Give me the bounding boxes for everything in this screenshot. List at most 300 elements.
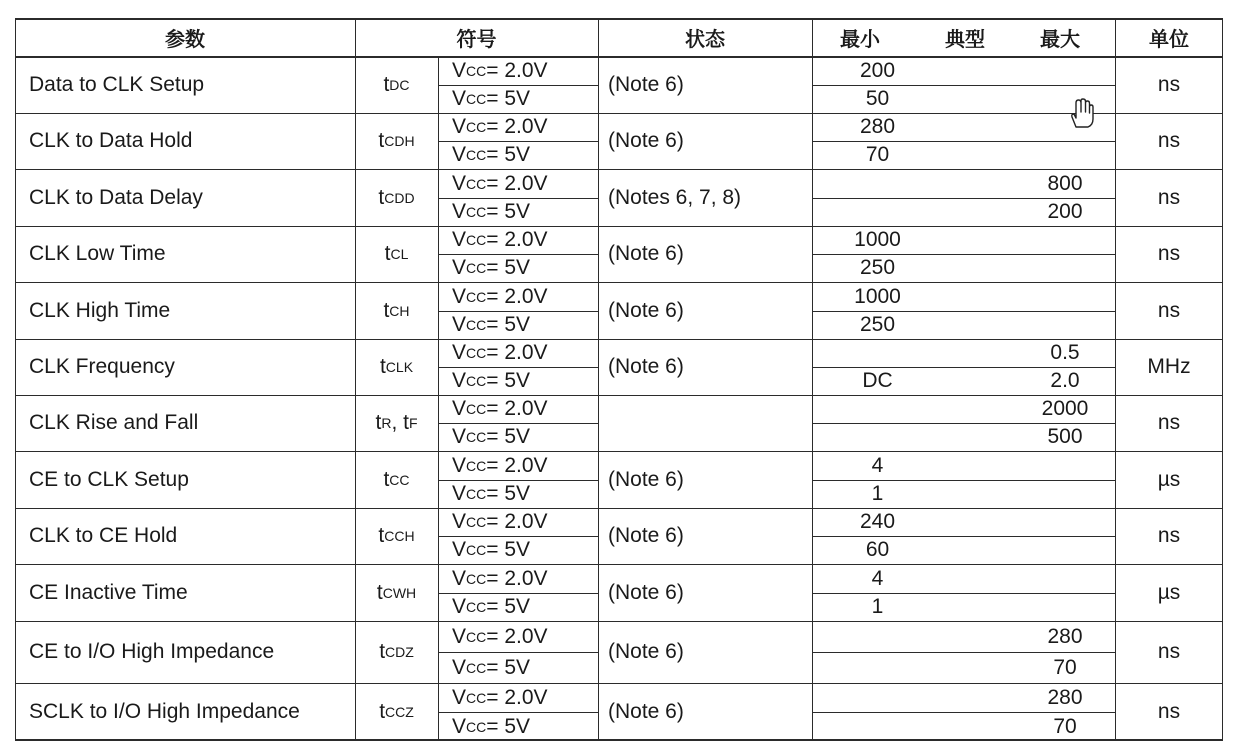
max-value <box>1000 339 1130 367</box>
unit-label: ns <box>1157 242 1181 265</box>
min-value <box>815 141 940 169</box>
unit-cell <box>1115 451 1223 508</box>
header-param-label: 参数 <box>165 28 205 51</box>
vcc-high: V CC = 5V <box>452 256 531 279</box>
header-unit <box>1115 18 1223 56</box>
condition-label: (Note 6) <box>608 129 684 152</box>
max-value <box>1000 226 1130 254</box>
vcc-v: V <box>452 284 467 308</box>
symbol-cell: t CL <box>384 242 409 265</box>
hand-pointer-icon <box>1066 97 1094 131</box>
grid-line <box>438 423 598 424</box>
vcc-v: V <box>452 714 467 738</box>
max-value <box>1000 56 1130 85</box>
vcc-low: V CC = 2.0V <box>452 397 548 420</box>
vcc-value: = 5V <box>486 425 531 448</box>
unit-cell <box>1115 621 1223 683</box>
min-value-text: 60 <box>865 538 890 561</box>
grid-line <box>15 282 1223 283</box>
header-max <box>1015 18 1105 56</box>
vcc-v: V <box>452 143 467 166</box>
condition-cell <box>598 113 822 169</box>
unit-cell <box>1115 226 1223 282</box>
max-value-text: 280 <box>1047 624 1083 648</box>
grid-line <box>438 254 598 255</box>
max-value <box>1000 508 1130 536</box>
grid-line <box>438 652 598 653</box>
min-value-text: 1 <box>871 482 884 505</box>
unit-label: ns <box>1157 72 1181 96</box>
header-min <box>815 18 905 56</box>
vcc-value: = 5V <box>486 87 531 110</box>
vcc-value: = 2.0V <box>486 115 548 138</box>
min-value-text: 200 <box>859 58 896 82</box>
condition-label: (Note 6) <box>608 524 684 547</box>
header-symbol <box>355 18 598 56</box>
min-value-text: DC <box>862 369 893 392</box>
symbol-main: t <box>383 467 390 491</box>
grid-line <box>438 198 598 199</box>
grid-line <box>438 141 598 142</box>
min-value <box>815 480 940 508</box>
vcc-value: = 5V <box>486 482 531 505</box>
min-value <box>815 683 940 712</box>
grid-line <box>15 451 1223 452</box>
grid-line <box>438 593 598 594</box>
min-value <box>815 508 940 536</box>
param-cell <box>15 113 369 169</box>
grid-line <box>812 536 1115 537</box>
unit-label: ns <box>1157 185 1181 209</box>
param-cell <box>15 395 369 451</box>
max-value <box>1000 683 1130 712</box>
vcc-low: V CC = 2.0V <box>452 341 548 364</box>
vcc-value: = 2.0V <box>486 566 548 590</box>
grid-line <box>812 85 1115 86</box>
symbol-cell: t CDD <box>378 185 415 209</box>
min-value <box>815 198 940 226</box>
unit-cell <box>1115 113 1223 169</box>
vcc-v: V <box>452 87 467 110</box>
min-value-text: 1000 <box>854 228 901 251</box>
vcc-v: V <box>452 369 467 392</box>
vcc-v: V <box>452 566 467 590</box>
vcc-value: = 2.0V <box>486 624 548 648</box>
param-label: CLK to Data Delay <box>29 185 203 209</box>
symbol-cell: t CH <box>383 298 410 322</box>
min-value <box>815 113 940 141</box>
param-label: CLK High Time <box>29 298 171 322</box>
vcc-value: = 5V <box>486 655 531 679</box>
param-label: CE to I/O High Impedance <box>29 640 275 663</box>
vcc-low: V CC = 2.0V <box>452 284 548 308</box>
max-value <box>1000 282 1130 311</box>
param-label: CLK Frequency <box>29 355 175 378</box>
max-value-text: 70 <box>1053 655 1077 679</box>
symbol-cell: t R , t F <box>375 411 418 434</box>
header-typ <box>920 18 1010 56</box>
symbol-main: t <box>376 580 383 604</box>
symbol-main: t <box>378 524 385 547</box>
symbol-cell: t CCZ <box>379 700 414 723</box>
min-value <box>815 621 940 652</box>
unit-cell <box>1115 683 1223 741</box>
vcc-v: V <box>452 171 467 195</box>
vcc-high: V CC = 5V <box>452 87 531 110</box>
min-value-text: 280 <box>859 115 896 138</box>
max-value <box>1000 113 1130 141</box>
condition-cell <box>598 339 822 395</box>
vcc-low: V CC = 2.0V <box>452 624 548 648</box>
unit-label: ns <box>1157 129 1181 152</box>
param-label: CLK Rise and Fall <box>29 411 199 434</box>
max-value <box>1000 621 1130 652</box>
min-value <box>815 593 940 621</box>
grid-line <box>812 367 1115 368</box>
max-value <box>1000 652 1130 683</box>
header-unit-label: 单位 <box>1149 28 1189 51</box>
param-cell <box>15 339 369 395</box>
grid-line <box>812 198 1115 199</box>
max-value <box>1000 169 1130 198</box>
min-value-text: 240 <box>859 510 896 533</box>
min-value <box>815 367 940 395</box>
vcc-v: V <box>452 425 467 448</box>
min-value <box>815 169 940 198</box>
symbol-cell: t CDZ <box>379 640 414 663</box>
grid-line <box>15 18 16 741</box>
vcc-v: V <box>452 397 467 420</box>
vcc-v: V <box>452 115 467 138</box>
condition-cell <box>598 564 822 621</box>
max-value <box>1000 480 1130 508</box>
vcc-value: = 2.0V <box>486 685 548 709</box>
grid-line <box>15 339 1223 340</box>
unit-cell <box>1115 339 1223 395</box>
vcc-value: = 5V <box>486 256 531 279</box>
param-cell <box>15 621 369 683</box>
grid-line <box>812 18 813 741</box>
grid-line <box>15 226 1223 227</box>
min-value-text: 1 <box>871 595 884 618</box>
vcc-v: V <box>452 200 467 223</box>
grid-line <box>812 311 1115 312</box>
condition-label: (Note 6) <box>608 580 684 604</box>
timing-table <box>15 18 1223 741</box>
condition-label: (Notes 6, 7, 8) <box>608 185 742 209</box>
vcc-low: V CC = 2.0V <box>452 115 548 138</box>
symbol-main: t <box>383 298 390 322</box>
grid-line <box>438 311 598 312</box>
header-typ-label: 典型 <box>945 28 985 51</box>
condition-label: (Note 6) <box>608 72 684 96</box>
min-value <box>815 282 940 311</box>
grid-line <box>15 169 1223 170</box>
vcc-low: V CC = 2.0V <box>452 171 548 195</box>
vcc-high: V CC = 5V <box>452 143 531 166</box>
param-cell <box>15 451 369 508</box>
grid-line <box>812 423 1115 424</box>
param-cell <box>15 282 369 339</box>
max-value-text: 200 <box>1047 200 1083 223</box>
vcc-high: V CC = 5V <box>452 595 531 618</box>
vcc-value: = 2.0V <box>486 510 548 533</box>
vcc-value: = 5V <box>486 313 531 336</box>
param-label: CE Inactive Time <box>29 580 188 604</box>
vcc-value: = 5V <box>486 369 531 392</box>
vcc-high: V CC = 5V <box>452 313 531 336</box>
max-value-text: 280 <box>1047 685 1083 709</box>
vcc-v: V <box>452 453 467 477</box>
grid-line <box>438 56 439 741</box>
min-value-text: 250 <box>859 313 896 336</box>
max-value <box>1000 593 1130 621</box>
header-symbol-label: 符号 <box>456 28 497 51</box>
condition-label: (Note 6) <box>608 640 684 663</box>
symbol-cell: t CWH <box>376 580 417 604</box>
max-value-text: 2.0 <box>1050 369 1080 392</box>
header-max-label: 最大 <box>1040 28 1080 51</box>
param-label: CLK to CE Hold <box>29 524 178 547</box>
symbol-main: t <box>378 185 385 209</box>
unit-label: ns <box>1157 411 1181 434</box>
unit-label: ns <box>1157 298 1181 322</box>
min-value <box>815 712 940 741</box>
condition-cell <box>598 282 822 339</box>
grid-line <box>438 536 598 537</box>
max-value <box>1000 536 1130 564</box>
vcc-high: V CC = 5V <box>452 369 531 392</box>
unit-label: MHz <box>1147 355 1191 378</box>
symbol-main: t <box>378 129 385 152</box>
param-label: CE to CLK Setup <box>29 467 189 491</box>
condition-label: (Note 6) <box>608 700 684 723</box>
vcc-high: V CC = 5V <box>452 538 531 561</box>
symbol-extra-main: , t <box>391 411 409 434</box>
min-value-text: 1000 <box>854 284 901 308</box>
unit-label: µs <box>1157 467 1181 491</box>
symbol-cell: t CLK <box>379 355 414 378</box>
vcc-high: V CC = 5V <box>452 482 531 505</box>
vcc-value: = 2.0V <box>486 171 548 195</box>
vcc-v: V <box>452 313 467 336</box>
max-value <box>1000 85 1130 113</box>
condition-cell <box>598 56 822 113</box>
unit-cell <box>1115 169 1223 226</box>
max-value <box>1000 423 1130 451</box>
max-value-text: 800 <box>1047 171 1083 195</box>
grid-line <box>812 652 1115 653</box>
condition-cell <box>598 621 822 683</box>
grid-line <box>15 564 1223 565</box>
vcc-v: V <box>452 595 467 618</box>
vcc-value: = 2.0V <box>486 228 548 251</box>
grid-line <box>15 18 1223 20</box>
grid-line <box>15 395 1223 396</box>
min-value <box>815 311 940 339</box>
param-cell <box>15 56 369 113</box>
max-value <box>1000 141 1130 169</box>
max-value <box>1000 311 1130 339</box>
vcc-v: V <box>452 341 467 364</box>
grid-line <box>15 621 1223 622</box>
min-value <box>815 339 940 367</box>
condition-cell <box>598 169 822 226</box>
min-value <box>815 395 940 423</box>
unit-cell <box>1115 56 1223 113</box>
symbol-main: t <box>379 355 386 378</box>
symbol-main: t <box>384 242 391 265</box>
param-label: Data to CLK Setup <box>29 72 205 96</box>
unit-cell <box>1115 395 1223 451</box>
param-cell <box>15 226 369 282</box>
min-value <box>815 536 940 564</box>
min-value <box>815 226 940 254</box>
min-value <box>815 451 940 480</box>
min-value <box>815 254 940 282</box>
vcc-v: V <box>452 256 467 279</box>
param-cell <box>15 169 369 226</box>
min-value-text: 4 <box>871 453 884 477</box>
max-value-text: 500 <box>1047 425 1083 448</box>
vcc-high: V CC = 5V <box>452 655 531 679</box>
unit-label: µs <box>1157 580 1181 604</box>
max-value <box>1000 367 1130 395</box>
vcc-low: V CC = 2.0V <box>452 453 548 477</box>
grid-line <box>812 712 1115 713</box>
max-value-text: 0.5 <box>1050 341 1080 364</box>
symbol-cell: t DC <box>383 72 410 96</box>
vcc-low: V CC = 2.0V <box>452 566 548 590</box>
max-value-text: 2000 <box>1041 397 1089 420</box>
param-cell <box>15 564 369 621</box>
grid-line <box>438 480 598 481</box>
vcc-value: = 2.0V <box>486 341 548 364</box>
min-value-text: 4 <box>871 566 884 590</box>
symbol-cell: t CDH <box>378 129 415 152</box>
header-param <box>15 18 355 56</box>
min-value-text: 50 <box>865 87 890 110</box>
max-value-text: 70 <box>1053 714 1077 738</box>
param-label: CLK Low Time <box>29 242 166 265</box>
vcc-value: = 5V <box>486 595 531 618</box>
vcc-v: V <box>452 655 467 679</box>
vcc-low: V CC = 2.0V <box>452 228 548 251</box>
vcc-value: = 2.0V <box>486 453 548 477</box>
grid-line <box>438 712 598 713</box>
max-value <box>1000 712 1130 741</box>
symbol-main: t <box>383 72 390 96</box>
vcc-v: V <box>452 538 467 561</box>
symbol-main: t <box>379 700 386 723</box>
min-value <box>815 423 940 451</box>
grid-line <box>15 56 1223 58</box>
param-cell <box>15 683 369 741</box>
param-label: CLK to Data Hold <box>29 129 193 152</box>
grid-line <box>812 480 1115 481</box>
min-value-text: 250 <box>859 256 896 279</box>
min-value <box>815 652 940 683</box>
min-value <box>815 56 940 85</box>
vcc-value: = 2.0V <box>486 397 548 420</box>
vcc-v: V <box>452 510 467 533</box>
max-value <box>1000 564 1130 593</box>
unit-label: ns <box>1157 700 1181 723</box>
unit-label: ns <box>1157 524 1181 547</box>
condition-cell <box>598 451 822 508</box>
vcc-low: V CC = 2.0V <box>452 58 548 82</box>
grid-line <box>15 739 1223 741</box>
max-value <box>1000 395 1130 423</box>
grid-line <box>1222 18 1223 741</box>
vcc-low: V CC = 2.0V <box>452 685 548 709</box>
condition-label: (Note 6) <box>608 298 684 322</box>
param-cell <box>15 508 369 564</box>
unit-label: ns <box>1157 640 1181 663</box>
condition-label: (Note 6) <box>608 467 684 491</box>
header-condition-label: 状态 <box>685 28 725 51</box>
grid-line <box>812 254 1115 255</box>
condition-cell <box>598 395 822 451</box>
unit-cell <box>1115 282 1223 339</box>
vcc-v: V <box>452 58 467 82</box>
unit-cell <box>1115 564 1223 621</box>
symbol-main: t <box>379 640 386 663</box>
grid-line <box>812 141 1115 142</box>
max-value <box>1000 254 1130 282</box>
vcc-value: = 5V <box>486 143 531 166</box>
grid-line <box>438 85 598 86</box>
vcc-v: V <box>452 685 467 709</box>
condition-label: (Note 6) <box>608 355 684 378</box>
vcc-high: V CC = 5V <box>452 425 531 448</box>
min-value <box>815 564 940 593</box>
param-label: SCLK to I/O High Impedance <box>29 700 300 723</box>
grid-line <box>355 18 356 741</box>
unit-cell <box>1115 508 1223 564</box>
vcc-value: = 5V <box>486 538 531 561</box>
symbol-cell: t CC <box>383 467 410 491</box>
condition-cell <box>598 226 822 282</box>
grid-line <box>1115 18 1116 741</box>
grid-line <box>598 18 599 741</box>
condition-cell <box>598 683 822 741</box>
header-condition <box>598 18 812 56</box>
symbol-cell: t CCH <box>378 524 415 547</box>
vcc-high: V CC = 5V <box>452 714 531 738</box>
vcc-high: V CC = 5V <box>452 200 531 223</box>
symbol-main: t <box>375 411 382 434</box>
min-value <box>815 85 940 113</box>
vcc-value: = 2.0V <box>486 58 548 82</box>
condition-label: (Note 6) <box>608 242 684 265</box>
grid-line <box>15 683 1223 684</box>
grid-line <box>438 367 598 368</box>
condition-cell <box>598 508 822 564</box>
max-value <box>1000 198 1130 226</box>
header-min-label: 最小 <box>840 28 880 51</box>
max-value <box>1000 451 1130 480</box>
grid-line <box>15 113 1223 114</box>
vcc-value: = 5V <box>486 714 531 738</box>
grid-line <box>812 593 1115 594</box>
grid-line <box>15 508 1223 509</box>
vcc-v: V <box>452 228 467 251</box>
vcc-value: = 5V <box>486 200 531 223</box>
vcc-v: V <box>452 482 467 505</box>
vcc-value: = 2.0V <box>486 284 548 308</box>
min-value-text: 70 <box>865 143 890 166</box>
